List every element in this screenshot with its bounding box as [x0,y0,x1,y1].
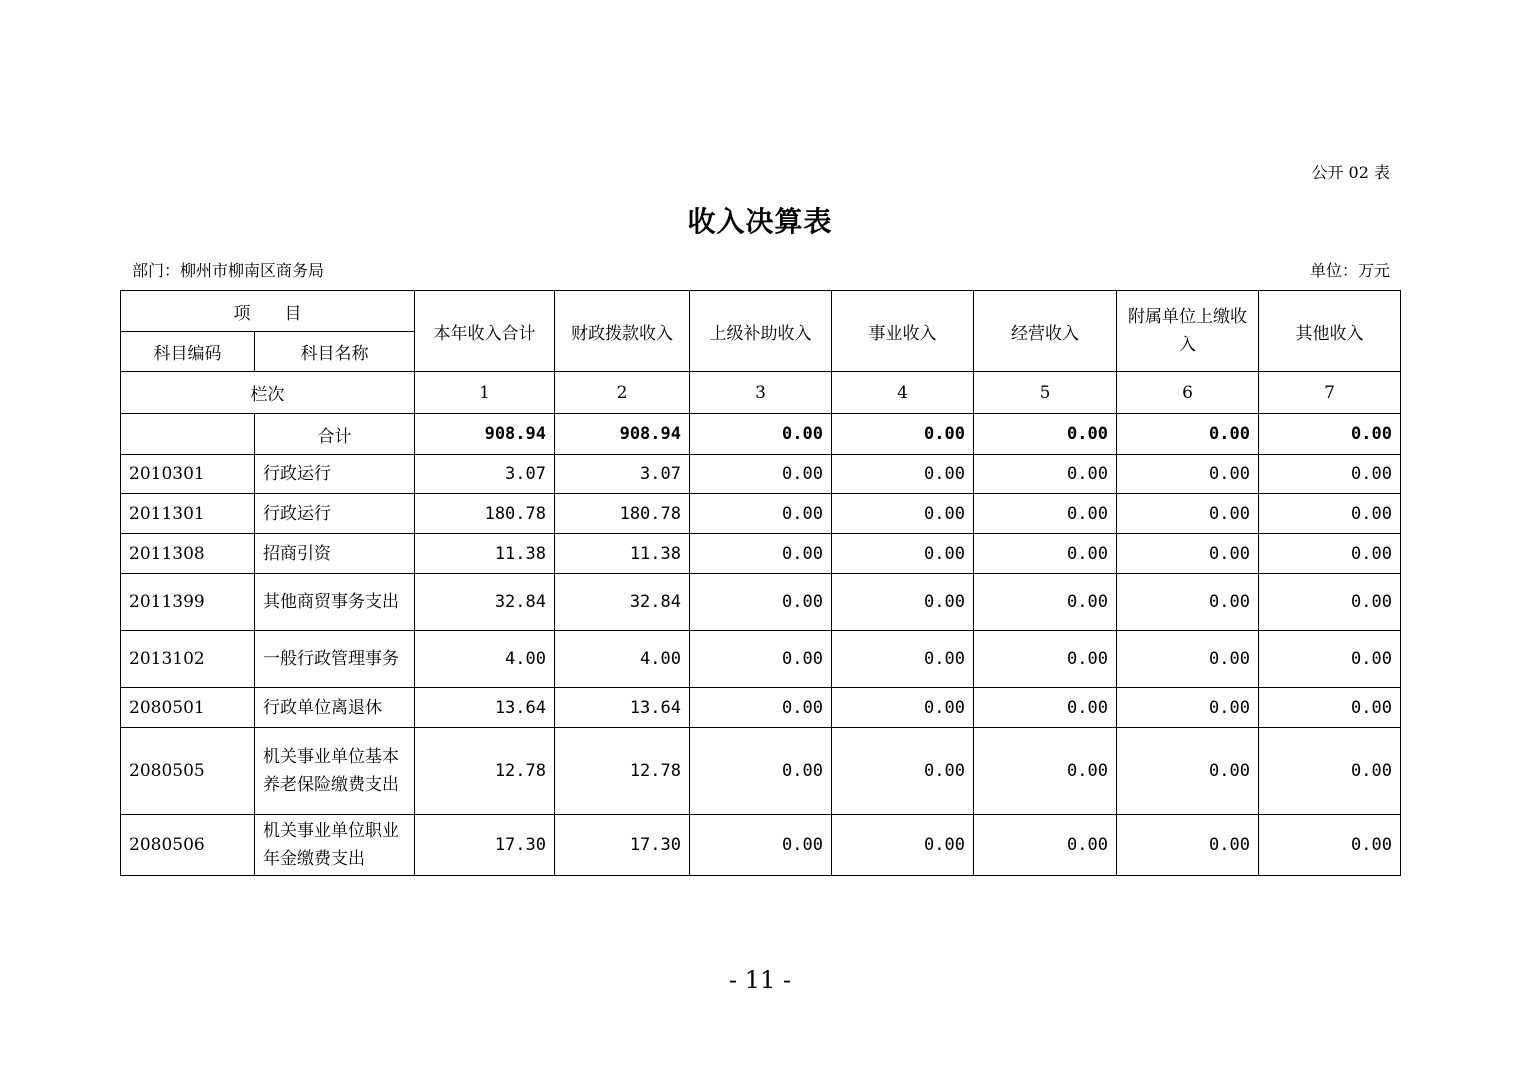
subject-code: 2011399 [121,574,255,631]
total-value: 0.00 [690,414,832,455]
cell-value: 0.00 [974,534,1117,574]
cell-value: 0.00 [974,728,1117,815]
cell-value: 0.00 [690,631,832,688]
cell-value: 11.38 [555,534,690,574]
subject-code: 2011301 [121,494,255,534]
cell-value: 0.00 [832,534,974,574]
cell-value: 3.07 [555,455,690,494]
cell-value: 32.84 [415,574,555,631]
cell-value: 0.00 [974,631,1117,688]
subject-code: 2080506 [121,815,255,876]
cell-value: 13.64 [415,688,555,728]
subject-name: 行政运行 [255,494,415,534]
cell-value: 11.38 [415,534,555,574]
cell-value: 0.00 [1117,631,1259,688]
column-header: 附属单位上缴收入 [1117,291,1259,372]
table-row [121,534,1401,574]
item-group-header: 项 目 [121,291,415,332]
cell-value: 13.64 [555,688,690,728]
column-index: 6 [1117,372,1259,414]
column-index: 2 [555,372,690,414]
cell-value: 12.78 [555,728,690,815]
subject-name-header: 科目名称 [255,332,415,372]
column-index-label: 栏次 [121,372,415,414]
department-label: 部门：柳州市柳南区商务局 [132,261,325,280]
cell-value: 0.00 [1259,815,1401,876]
subject-code-header: 科目编码 [121,332,255,372]
cell-value: 0.00 [832,631,974,688]
table-row [121,728,1401,815]
cell-value: 0.00 [1117,688,1259,728]
cell-value: 0.00 [1117,574,1259,631]
total-value: 0.00 [1117,414,1259,455]
cell-value: 0.00 [690,728,832,815]
cell-value: 12.78 [415,728,555,815]
cell-value: 0.00 [974,455,1117,494]
cell-value: 0.00 [690,688,832,728]
cell-value: 4.00 [415,631,555,688]
total-value: 908.94 [415,414,555,455]
subject-name: 行政运行 [255,455,415,494]
unit-label: 单位：万元 [1309,261,1390,280]
cell-value: 0.00 [1117,815,1259,876]
subject-name: 机关事业单位基本养老保险缴费支出 [255,728,415,815]
cell-value: 0.00 [1117,728,1259,815]
total-code-cell [121,414,255,455]
column-index: 3 [690,372,832,414]
cell-value: 0.00 [1259,688,1401,728]
cell-value: 0.00 [690,455,832,494]
total-value: 908.94 [555,414,690,455]
cell-value: 0.00 [832,688,974,728]
column-index: 4 [832,372,974,414]
subject-code: 2080501 [121,688,255,728]
subject-name: 一般行政管理事务 [255,631,415,688]
cell-value: 0.00 [974,815,1117,876]
cell-value: 0.00 [690,574,832,631]
cell-value: 0.00 [974,574,1117,631]
cell-value: 0.00 [1117,534,1259,574]
cell-value: 0.00 [1259,631,1401,688]
page-number: - 11 - [728,966,791,994]
subject-code: 2013102 [121,631,255,688]
column-header: 经营收入 [974,291,1117,372]
subject-name: 行政单位离退休 [255,688,415,728]
cell-value: 0.00 [1259,455,1401,494]
cell-value: 0.00 [1117,455,1259,494]
total-row [121,414,1401,455]
column-header: 事业收入 [832,291,974,372]
cell-value: 0.00 [690,494,832,534]
column-header: 本年收入合计 [415,291,555,372]
cell-value: 4.00 [555,631,690,688]
cell-value: 0.00 [1117,494,1259,534]
cell-value: 180.78 [415,494,555,534]
income-table [120,290,1401,876]
cell-value: 0.00 [832,728,974,815]
page-title: 收入决算表 [687,205,833,238]
column-index: 7 [1259,372,1401,414]
subject-code: 2011308 [121,534,255,574]
cell-value: 0.00 [1259,574,1401,631]
table-row [121,574,1401,631]
cell-value: 0.00 [974,494,1117,534]
cell-value: 0.00 [832,815,974,876]
subject-name: 机关事业单位职业年金缴费支出 [255,815,415,876]
total-value: 0.00 [832,414,974,455]
subject-name: 其他商贸事务支出 [255,574,415,631]
total-label: 合计 [255,414,415,455]
cell-value: 180.78 [555,494,690,534]
subject-code: 2010301 [121,455,255,494]
cell-value: 0.00 [832,455,974,494]
cell-value: 0.00 [690,815,832,876]
cell-value: 0.00 [832,574,974,631]
column-header: 财政拨款收入 [555,291,690,372]
total-value: 0.00 [1259,414,1401,455]
cell-value: 0.00 [1259,728,1401,815]
table-row [121,494,1401,534]
total-value: 0.00 [974,414,1117,455]
column-index: 1 [415,372,555,414]
table-row [121,455,1401,494]
cell-value: 32.84 [555,574,690,631]
cell-value: 3.07 [415,455,555,494]
cell-value: 17.30 [555,815,690,876]
subject-code: 2080505 [121,728,255,815]
cell-value: 0.00 [1259,494,1401,534]
subject-name: 招商引资 [255,534,415,574]
table-row [121,815,1401,876]
table-code: 公开 02 表 [1311,163,1390,182]
column-header: 其他收入 [1259,291,1401,372]
column-index: 5 [974,372,1117,414]
column-header: 上级补助收入 [690,291,832,372]
cell-value: 17.30 [415,815,555,876]
table-row [121,688,1401,728]
cell-value: 0.00 [832,494,974,534]
table-row [121,631,1401,688]
cell-value: 0.00 [1259,534,1401,574]
cell-value: 0.00 [690,534,832,574]
cell-value: 0.00 [974,688,1117,728]
